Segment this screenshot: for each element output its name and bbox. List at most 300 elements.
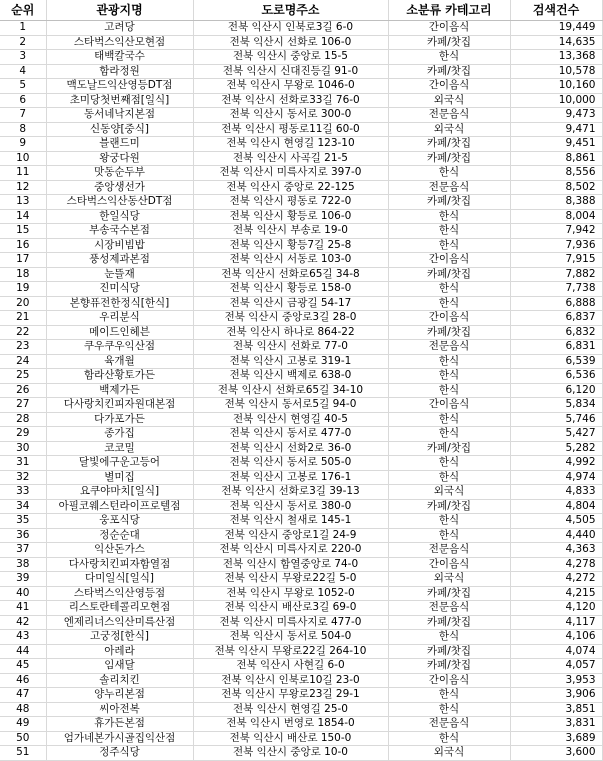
name-cell[interactable]: 쿠우쿠우익산점 — [46, 340, 193, 355]
address-cell[interactable]: 전북 익산시 선화로65길 34-10 — [193, 383, 388, 398]
rank-cell[interactable]: 46 — [0, 673, 46, 688]
category-cell[interactable]: 한식 — [388, 383, 510, 398]
rank-cell[interactable]: 34 — [0, 499, 46, 514]
category-cell[interactable]: 간이음식 — [388, 673, 510, 688]
category-cell[interactable]: 한식 — [388, 282, 510, 297]
rank-cell[interactable]: 19 — [0, 282, 46, 297]
name-cell[interactable]: 정주식당 — [46, 746, 193, 761]
table-row — [0, 514, 602, 529]
category-cell[interactable]: 전문음식 — [388, 601, 510, 616]
rank-cell[interactable]: 47 — [0, 688, 46, 703]
count-cell[interactable]: 9,473 — [510, 108, 602, 123]
count-cell[interactable]: 4,505 — [510, 514, 602, 529]
count-cell[interactable]: 6,120 — [510, 383, 602, 398]
rank-cell[interactable]: 7 — [0, 108, 46, 123]
name-cell[interactable]: 중앙생선가 — [46, 180, 193, 195]
table-row — [0, 137, 602, 152]
table-row — [0, 282, 602, 297]
category-cell[interactable]: 한식 — [388, 514, 510, 529]
header-name[interactable]: 관광지명 — [46, 0, 193, 21]
rank-cell[interactable]: 44 — [0, 644, 46, 659]
address-cell[interactable]: 전북 익산시 사곡길 21-5 — [193, 151, 388, 166]
rank-cell[interactable]: 16 — [0, 238, 46, 253]
count-cell[interactable]: 3,906 — [510, 688, 602, 703]
address-cell[interactable]: 전북 익산시 동서로 504-0 — [193, 630, 388, 645]
count-cell[interactable]: 14,635 — [510, 35, 602, 50]
table-row — [0, 50, 602, 65]
table-row — [0, 427, 602, 442]
rank-cell[interactable]: 17 — [0, 253, 46, 268]
address-cell[interactable]: 전북 익산시 하나로 864-22 — [193, 325, 388, 340]
rank-cell[interactable]: 15 — [0, 224, 46, 239]
table-row — [0, 702, 602, 717]
address-cell[interactable]: 전북 익산시 평동로11길 60-0 — [193, 122, 388, 137]
category-cell[interactable]: 외국식 — [388, 746, 510, 761]
category-cell[interactable]: 간이음식 — [388, 253, 510, 268]
count-cell[interactable]: 3,953 — [510, 673, 602, 688]
category-cell[interactable]: 카페/찻집 — [388, 64, 510, 79]
count-cell[interactable]: 3,689 — [510, 731, 602, 746]
name-cell[interactable]: 신동양[중식] — [46, 122, 193, 137]
name-cell[interactable]: 육개월 — [46, 354, 193, 369]
rank-cell[interactable]: 24 — [0, 354, 46, 369]
address-cell[interactable]: 전북 익산시 현영길 123-10 — [193, 137, 388, 152]
rank-cell[interactable]: 45 — [0, 659, 46, 674]
address-cell[interactable]: 전북 익산시 미륵사지로 397-0 — [193, 166, 388, 181]
address-cell[interactable]: 전북 익산시 선화로33길 76-0 — [193, 93, 388, 108]
address-cell[interactable]: 전북 익산시 무왕로 1052-0 — [193, 586, 388, 601]
address-cell[interactable]: 전북 익산시 백제로 638-0 — [193, 369, 388, 384]
table-row — [0, 122, 602, 137]
rank-cell[interactable]: 3 — [0, 50, 46, 65]
rank-cell[interactable]: 14 — [0, 209, 46, 224]
category-cell[interactable]: 카페/찻집 — [388, 151, 510, 166]
rank-cell[interactable]: 31 — [0, 456, 46, 471]
name-cell[interactable]: 정순순대 — [46, 528, 193, 543]
category-cell[interactable]: 간이음식 — [388, 557, 510, 572]
category-cell[interactable]: 간이음식 — [388, 311, 510, 326]
table-row — [0, 470, 602, 485]
rank-cell[interactable]: 40 — [0, 586, 46, 601]
name-cell[interactable]: 스타벅스익산동산DT점 — [46, 195, 193, 210]
name-cell[interactable]: 한일식당 — [46, 209, 193, 224]
table-row — [0, 224, 602, 239]
rank-cell[interactable]: 32 — [0, 470, 46, 485]
count-cell[interactable]: 4,120 — [510, 601, 602, 616]
rank-cell[interactable]: 37 — [0, 543, 46, 558]
header-count[interactable]: 검색건수 — [510, 0, 602, 21]
count-cell[interactable]: 4,278 — [510, 557, 602, 572]
name-cell[interactable]: 함라정원 — [46, 64, 193, 79]
name-cell[interactable]: 양누리본점 — [46, 688, 193, 703]
rank-cell[interactable]: 9 — [0, 137, 46, 152]
table-row — [0, 383, 602, 398]
table-row — [0, 673, 602, 688]
table-row — [0, 586, 602, 601]
category-cell[interactable]: 카페/찻집 — [388, 195, 510, 210]
name-cell[interactable]: 아레라 — [46, 644, 193, 659]
category-cell[interactable]: 카페/찻집 — [388, 325, 510, 340]
count-cell[interactable]: 5,746 — [510, 412, 602, 427]
address-cell[interactable]: 전북 익산시 번영로 1854-0 — [193, 717, 388, 732]
name-cell[interactable]: 리스토란테콜리모현점 — [46, 601, 193, 616]
count-cell[interactable]: 7,738 — [510, 282, 602, 297]
count-cell[interactable]: 4,215 — [510, 586, 602, 601]
address-cell[interactable]: 전북 익산시 배산로3길 69-0 — [193, 601, 388, 616]
address-cell[interactable]: 전북 익산시 선화로65길 34-8 — [193, 267, 388, 282]
count-cell[interactable]: 5,427 — [510, 427, 602, 442]
name-cell[interactable]: 엄가네본가시골집익산점 — [46, 731, 193, 746]
table-row — [0, 528, 602, 543]
rank-cell[interactable]: 26 — [0, 383, 46, 398]
count-cell[interactable]: 4,363 — [510, 543, 602, 558]
rank-cell[interactable]: 27 — [0, 398, 46, 413]
rank-cell[interactable]: 30 — [0, 441, 46, 456]
address-cell[interactable]: 전북 익산시 현영길 40-5 — [193, 412, 388, 427]
category-cell[interactable]: 카페/찻집 — [388, 615, 510, 630]
rank-cell[interactable]: 33 — [0, 485, 46, 500]
category-cell[interactable]: 한식 — [388, 238, 510, 253]
address-cell[interactable]: 전북 익산시 미륵사지로 477-0 — [193, 615, 388, 630]
table-row — [0, 485, 602, 500]
rank-cell[interactable]: 2 — [0, 35, 46, 50]
count-cell[interactable]: 4,440 — [510, 528, 602, 543]
table-row — [0, 35, 602, 50]
name-cell[interactable]: 맛동순두부 — [46, 166, 193, 181]
name-cell[interactable]: 코코밀 — [46, 441, 193, 456]
table-row — [0, 151, 602, 166]
address-cell[interactable]: 전북 익산시 철새로 145-1 — [193, 514, 388, 529]
table-row — [0, 253, 602, 268]
name-cell[interactable]: 다사랑치킨피자함열점 — [46, 557, 193, 572]
name-cell[interactable]: 스타벅스익산영등점 — [46, 586, 193, 601]
address-cell[interactable]: 전북 익산시 평동로 722-0 — [193, 195, 388, 210]
category-cell[interactable]: 외국식 — [388, 122, 510, 137]
count-cell[interactable]: 4,833 — [510, 485, 602, 500]
count-cell[interactable]: 7,915 — [510, 253, 602, 268]
category-cell[interactable]: 한식 — [388, 688, 510, 703]
category-cell[interactable]: 한식 — [388, 412, 510, 427]
address-cell[interactable]: 전북 익산시 사현길 6-0 — [193, 659, 388, 674]
name-cell[interactable]: 고려당 — [46, 21, 193, 36]
name-cell[interactable]: 별미집 — [46, 470, 193, 485]
table-row — [0, 615, 602, 630]
name-cell[interactable]: 임새달 — [46, 659, 193, 674]
count-cell[interactable]: 13,368 — [510, 50, 602, 65]
rank-cell[interactable]: 13 — [0, 195, 46, 210]
table-row — [0, 644, 602, 659]
name-cell[interactable]: 동서네낙지본점 — [46, 108, 193, 123]
count-cell[interactable]: 6,536 — [510, 369, 602, 384]
rank-cell[interactable]: 25 — [0, 369, 46, 384]
table-row — [0, 456, 602, 471]
rank-cell[interactable]: 12 — [0, 180, 46, 195]
table-row — [0, 412, 602, 427]
name-cell[interactable]: 종가집 — [46, 427, 193, 442]
category-cell[interactable]: 한식 — [388, 427, 510, 442]
count-cell[interactable]: 4,106 — [510, 630, 602, 645]
name-cell[interactable]: 블랜드미 — [46, 137, 193, 152]
category-cell[interactable]: 카페/찻집 — [388, 499, 510, 514]
address-cell[interactable]: 전북 익산시 동서로 477-0 — [193, 427, 388, 442]
address-cell[interactable]: 전북 익산시 선화로 77-0 — [193, 340, 388, 355]
category-cell[interactable]: 간이음식 — [388, 79, 510, 94]
count-cell[interactable]: 4,057 — [510, 659, 602, 674]
name-cell[interactable]: 씨아전복 — [46, 702, 193, 717]
category-cell[interactable]: 한식 — [388, 209, 510, 224]
count-cell[interactable]: 9,471 — [510, 122, 602, 137]
category-cell[interactable]: 카페/찻집 — [388, 586, 510, 601]
address-cell[interactable]: 전북 익산시 동서로5길 94-0 — [193, 398, 388, 413]
address-cell[interactable]: 전북 익산시 중앙로 10-0 — [193, 746, 388, 761]
address-cell[interactable]: 전북 익산시 선화로 106-0 — [193, 35, 388, 50]
rank-cell[interactable]: 11 — [0, 166, 46, 181]
count-cell[interactable]: 10,000 — [510, 93, 602, 108]
category-cell[interactable]: 카페/찻집 — [388, 35, 510, 50]
name-cell[interactable]: 다미일식[일식] — [46, 572, 193, 587]
category-cell[interactable]: 전문음식 — [388, 340, 510, 355]
address-cell[interactable]: 전북 익산시 동서로 380-0 — [193, 499, 388, 514]
rank-cell[interactable]: 5 — [0, 79, 46, 94]
address-cell[interactable]: 전북 익산시 황등7길 25-8 — [193, 238, 388, 253]
name-cell[interactable]: 진미식당 — [46, 282, 193, 297]
table-row — [0, 311, 602, 326]
count-cell[interactable]: 8,861 — [510, 151, 602, 166]
count-cell[interactable]: 7,936 — [510, 238, 602, 253]
table-row — [0, 398, 602, 413]
table-row — [0, 557, 602, 572]
count-cell[interactable]: 6,831 — [510, 340, 602, 355]
category-cell[interactable]: 한식 — [388, 630, 510, 645]
address-cell[interactable]: 전북 익산시 서동로 103-0 — [193, 253, 388, 268]
address-cell[interactable]: 전북 익산시 부송로 19-0 — [193, 224, 388, 239]
category-cell[interactable]: 간이음식 — [388, 398, 510, 413]
category-cell[interactable]: 전문음식 — [388, 108, 510, 123]
count-cell[interactable]: 6,837 — [510, 311, 602, 326]
name-cell[interactable]: 메이드인헤븐 — [46, 325, 193, 340]
address-cell[interactable]: 전북 익산시 고봉로 176-1 — [193, 470, 388, 485]
category-cell[interactable]: 한식 — [388, 354, 510, 369]
category-cell[interactable]: 외국식 — [388, 485, 510, 500]
rank-cell[interactable]: 20 — [0, 296, 46, 311]
name-cell[interactable]: 다사랑치킨피자원대본점 — [46, 398, 193, 413]
count-cell[interactable]: 10,160 — [510, 79, 602, 94]
category-cell[interactable]: 간이음식 — [388, 21, 510, 36]
category-cell[interactable]: 카페/찻집 — [388, 659, 510, 674]
count-cell[interactable]: 4,074 — [510, 644, 602, 659]
address-cell[interactable]: 전북 익산시 함열중앙로 74-0 — [193, 557, 388, 572]
name-cell[interactable]: 백제가든 — [46, 383, 193, 398]
rank-cell[interactable]: 51 — [0, 746, 46, 761]
count-cell[interactable]: 3,851 — [510, 702, 602, 717]
rank-cell[interactable]: 42 — [0, 615, 46, 630]
count-cell[interactable]: 6,888 — [510, 296, 602, 311]
name-cell[interactable]: 익산돈가스 — [46, 543, 193, 558]
rank-cell[interactable]: 50 — [0, 731, 46, 746]
count-cell[interactable]: 6,832 — [510, 325, 602, 340]
rank-cell[interactable]: 36 — [0, 528, 46, 543]
rank-cell[interactable]: 35 — [0, 514, 46, 529]
rank-cell[interactable]: 49 — [0, 717, 46, 732]
rank-cell[interactable]: 29 — [0, 427, 46, 442]
category-cell[interactable]: 외국식 — [388, 572, 510, 587]
count-cell[interactable]: 5,834 — [510, 398, 602, 413]
name-cell[interactable]: 본향퓨전한정식[한식] — [46, 296, 193, 311]
category-cell[interactable]: 한식 — [388, 731, 510, 746]
count-cell[interactable]: 9,451 — [510, 137, 602, 152]
rank-cell[interactable]: 18 — [0, 267, 46, 282]
table-row — [0, 180, 602, 195]
rank-cell[interactable]: 21 — [0, 311, 46, 326]
name-cell[interactable]: 풍성제과본점 — [46, 253, 193, 268]
name-cell[interactable]: 왕궁다원 — [46, 151, 193, 166]
category-cell[interactable]: 한식 — [388, 528, 510, 543]
rank-cell[interactable]: 6 — [0, 93, 46, 108]
table-row — [0, 601, 602, 616]
count-cell[interactable]: 8,556 — [510, 166, 602, 181]
rank-cell[interactable]: 22 — [0, 325, 46, 340]
table-row — [0, 325, 602, 340]
name-cell[interactable]: 휴가든본점 — [46, 717, 193, 732]
category-cell[interactable]: 한식 — [388, 166, 510, 181]
name-cell[interactable]: 엔제리너스익산미륵산점 — [46, 615, 193, 630]
name-cell[interactable]: 다가포가든 — [46, 412, 193, 427]
category-cell[interactable]: 전문음식 — [388, 543, 510, 558]
table-row — [0, 717, 602, 732]
count-cell[interactable]: 5,282 — [510, 441, 602, 456]
table-row — [0, 354, 602, 369]
table-row — [0, 688, 602, 703]
name-cell[interactable]: 고궁정[한식] — [46, 630, 193, 645]
name-cell[interactable]: 웅포식당 — [46, 514, 193, 529]
name-cell[interactable]: 우리분식 — [46, 311, 193, 326]
name-cell[interactable]: 스타벅스익산모현점 — [46, 35, 193, 50]
count-cell[interactable]: 8,502 — [510, 180, 602, 195]
category-cell[interactable]: 외국식 — [388, 93, 510, 108]
address-cell[interactable]: 전북 익산시 배산로 150-0 — [193, 731, 388, 746]
category-cell[interactable]: 한식 — [388, 456, 510, 471]
address-cell[interactable]: 전북 익산시 미륵사지로 220-0 — [193, 543, 388, 558]
header-rank[interactable]: 순위 — [0, 0, 46, 21]
address-cell[interactable]: 전북 익산시 인북로10길 23-0 — [193, 673, 388, 688]
name-cell[interactable]: 아필코웨스턴라이프로텔점 — [46, 499, 193, 514]
address-cell[interactable]: 전북 익산시 현영길 25-0 — [193, 702, 388, 717]
category-cell[interactable]: 한식 — [388, 50, 510, 65]
name-cell[interactable]: 솔리치킨 — [46, 673, 193, 688]
rank-cell[interactable]: 10 — [0, 151, 46, 166]
category-cell[interactable]: 카페/찻집 — [388, 267, 510, 282]
table-row — [0, 630, 602, 645]
table-row — [0, 267, 602, 282]
table-row — [0, 340, 602, 355]
table-row — [0, 731, 602, 746]
count-cell[interactable]: 4,117 — [510, 615, 602, 630]
address-cell[interactable]: 전북 익산시 무왕로22길 5-0 — [193, 572, 388, 587]
address-cell[interactable]: 전북 익산시 금광길 54-17 — [193, 296, 388, 311]
count-cell[interactable]: 4,992 — [510, 456, 602, 471]
address-cell[interactable]: 전북 익산시 중앙로 15-5 — [193, 50, 388, 65]
name-cell[interactable]: 함라산황토가든 — [46, 369, 193, 384]
count-cell[interactable]: 7,942 — [510, 224, 602, 239]
rank-cell[interactable]: 41 — [0, 601, 46, 616]
name-cell[interactable]: 부송국수본점 — [46, 224, 193, 239]
table-row — [0, 746, 602, 761]
count-cell[interactable]: 8,388 — [510, 195, 602, 210]
name-cell[interactable]: 초미당첫번째점[일식] — [46, 93, 193, 108]
category-cell[interactable]: 카페/찻집 — [388, 644, 510, 659]
address-cell[interactable]: 전북 익산시 무왕로22길 264-10 — [193, 644, 388, 659]
rank-cell[interactable]: 39 — [0, 572, 46, 587]
name-cell[interactable]: 달빛에구운고등어 — [46, 456, 193, 471]
category-cell[interactable]: 카페/찻집 — [388, 441, 510, 456]
rank-cell[interactable]: 1 — [0, 21, 46, 36]
header-address[interactable]: 도로명주소 — [193, 0, 388, 21]
address-cell[interactable]: 전북 익산시 중앙로 22-125 — [193, 180, 388, 195]
address-cell[interactable]: 전북 익산시 선화로3길 39-13 — [193, 485, 388, 500]
table-row — [0, 209, 602, 224]
count-cell[interactable]: 4,974 — [510, 470, 602, 485]
category-cell[interactable]: 한식 — [388, 369, 510, 384]
name-cell[interactable]: 맥도날드익산영등DT점 — [46, 79, 193, 94]
address-cell[interactable]: 전북 익산시 황등로 106-0 — [193, 209, 388, 224]
table-row — [0, 659, 602, 674]
rank-cell[interactable]: 28 — [0, 412, 46, 427]
count-cell[interactable]: 4,804 — [510, 499, 602, 514]
address-cell[interactable]: 전북 익산시 동서로 300-0 — [193, 108, 388, 123]
count-cell[interactable]: 8,004 — [510, 209, 602, 224]
count-cell[interactable]: 19,449 — [510, 21, 602, 36]
address-cell[interactable]: 전북 익산시 중앙로1길 24-9 — [193, 528, 388, 543]
table-row — [0, 369, 602, 384]
count-cell[interactable]: 7,882 — [510, 267, 602, 282]
rank-cell[interactable]: 8 — [0, 122, 46, 137]
header-category[interactable]: 소분류 카테고리 — [388, 0, 510, 21]
rank-cell[interactable]: 38 — [0, 557, 46, 572]
category-cell[interactable]: 한식 — [388, 702, 510, 717]
count-cell[interactable]: 4,272 — [510, 572, 602, 587]
address-cell[interactable]: 전북 익산시 선화2로 36-0 — [193, 441, 388, 456]
address-cell[interactable]: 전북 익산시 고봉로 319-1 — [193, 354, 388, 369]
name-cell[interactable]: 요쿠야마치[일식] — [46, 485, 193, 500]
category-cell[interactable]: 전문음식 — [388, 180, 510, 195]
name-cell[interactable]: 태백칼국수 — [46, 50, 193, 65]
rank-cell[interactable]: 43 — [0, 630, 46, 645]
count-cell[interactable]: 3,831 — [510, 717, 602, 732]
table-row — [0, 93, 602, 108]
address-cell[interactable]: 전북 익산시 황등로 158-0 — [193, 282, 388, 297]
address-cell[interactable]: 전북 익산시 중앙로3길 28-0 — [193, 311, 388, 326]
address-cell[interactable]: 전북 익산시 인북로3길 6-0 — [193, 21, 388, 36]
table-row — [0, 441, 602, 456]
count-cell[interactable]: 10,578 — [510, 64, 602, 79]
rank-cell[interactable]: 23 — [0, 340, 46, 355]
count-cell[interactable]: 3,600 — [510, 746, 602, 761]
category-cell[interactable]: 전문음식 — [388, 717, 510, 732]
address-cell[interactable]: 전북 익산시 신대진등길 91-0 — [193, 64, 388, 79]
address-cell[interactable]: 전북 익산시 동서로 505-0 — [193, 456, 388, 471]
category-cell[interactable]: 한식 — [388, 296, 510, 311]
category-cell[interactable]: 한식 — [388, 224, 510, 239]
name-cell[interactable]: 시장비빔밥 — [46, 238, 193, 253]
rank-cell[interactable]: 4 — [0, 64, 46, 79]
category-cell[interactable]: 한식 — [388, 470, 510, 485]
name-cell[interactable]: 눈뜰재 — [46, 267, 193, 282]
category-cell[interactable]: 카페/찻집 — [388, 137, 510, 152]
address-cell[interactable]: 전북 익산시 무왕로 1046-0 — [193, 79, 388, 94]
rank-cell[interactable]: 48 — [0, 702, 46, 717]
count-cell[interactable]: 6,539 — [510, 354, 602, 369]
address-cell[interactable]: 전북 익산시 무왕로23길 29-1 — [193, 688, 388, 703]
